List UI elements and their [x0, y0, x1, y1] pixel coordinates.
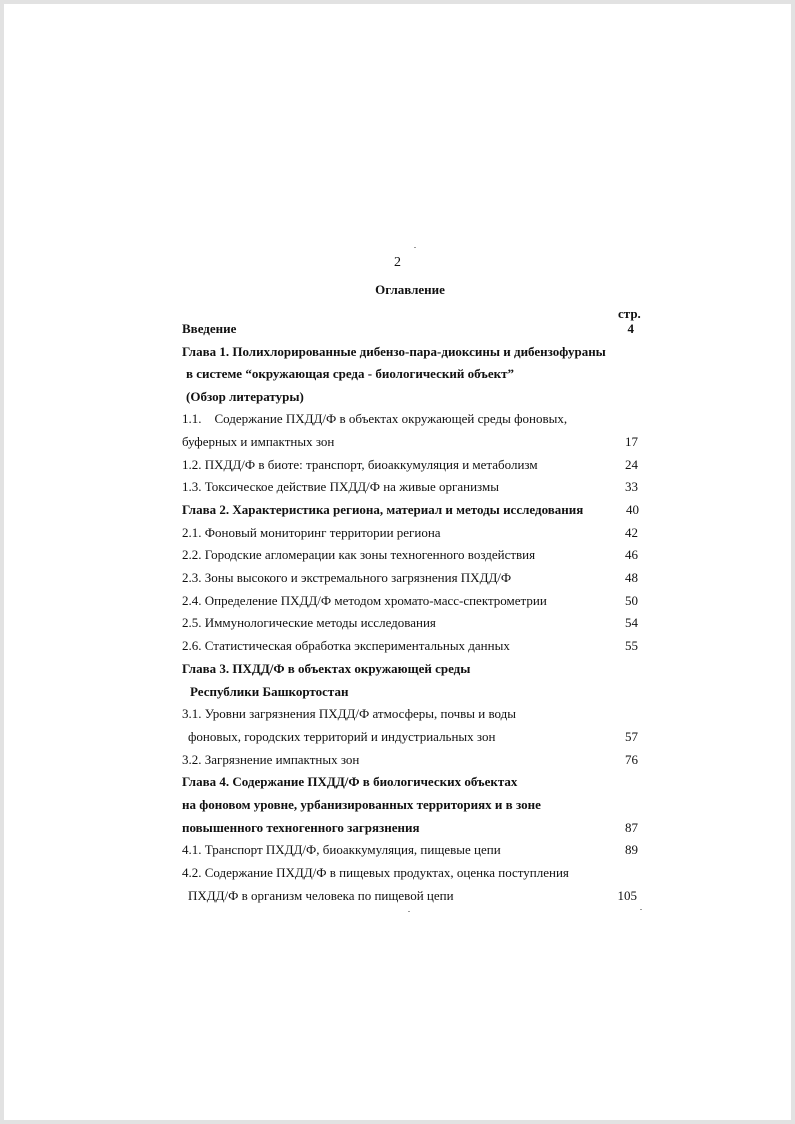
toc-entry-page: 40 — [626, 502, 639, 517]
toc-entry-page: 105 — [617, 888, 637, 903]
toc-entry-page: 17 — [625, 434, 638, 449]
toc-entry — [4, 772, 791, 792]
toc-entry-text: 1.2. ПХДД/Ф в биоте: транспорт, биоаккумуляция и метаболизм — [182, 457, 538, 472]
toc-entry-text: 2.5. Иммунологические методы исследования — [182, 615, 436, 630]
toc-entry-text: фоновых, городских территорий и индустриальных зон — [188, 729, 496, 744]
toc-entry-page: 87 — [625, 820, 638, 835]
scan-speck — [408, 911, 410, 912]
toc-entry-text: 3.1. Уровни загрязнения ПХДД/Ф атмосферы, почвы и воды — [182, 706, 517, 721]
toc-entry — [4, 818, 791, 838]
toc-entry-text: 1.3. Токсическое действие ПХДД/Ф на живые организмы — [182, 479, 499, 494]
toc-entry — [4, 613, 791, 633]
toc-entry — [4, 409, 791, 429]
toc-entry — [4, 863, 791, 883]
toc-entry-page: 4 — [627, 321, 634, 336]
toc-entry-text: 2.6. Статистическая обработка экспериментальных данных — [182, 638, 510, 653]
page-number: 2 — [394, 255, 401, 270]
toc-entry-page: 54 — [625, 615, 638, 630]
toc-entry — [4, 727, 791, 747]
toc-entry-text: 2.4. Определение ПХДД/Ф методом хромато-масс-спектрометрии — [182, 593, 547, 608]
scan-speck — [640, 909, 642, 910]
toc-entry — [4, 477, 791, 497]
toc-entry-text: Глава 2. Характеристика региона, материал и методы исследования — [182, 502, 584, 517]
toc-entry — [4, 319, 791, 339]
toc-entry — [4, 364, 791, 384]
toc-entry — [4, 523, 791, 543]
toc-entry — [4, 455, 791, 475]
toc-entry-page: 24 — [625, 457, 638, 472]
toc-entry — [4, 886, 791, 906]
toc-entry — [4, 500, 791, 520]
toc-entry-text: 4.1. Транспорт ПХДД/Ф, биоаккумуляция, пищевые цепи — [182, 842, 501, 857]
toc-entry — [4, 682, 791, 702]
toc-entry-text: на фоновом уровне, урбанизированных территориях и в зоне — [182, 797, 541, 812]
toc-entry — [4, 795, 791, 815]
toc-entry-text: Введение — [182, 321, 237, 336]
toc-entry-page: 42 — [625, 525, 638, 540]
page-title: Оглавление — [375, 282, 445, 297]
toc-entry-page: 33 — [625, 479, 638, 494]
page-column-label: стр. — [618, 306, 641, 321]
toc-entry-text: в системе “окружающая среда - биологический объект” — [186, 366, 514, 381]
toc-entry — [4, 432, 791, 452]
toc-entry-text: повышенного техногенного загрязнения — [182, 820, 420, 835]
toc-entry-page: 55 — [625, 638, 638, 653]
toc-entry — [4, 545, 791, 565]
toc-entry-page: 50 — [625, 593, 638, 608]
toc-entry — [4, 387, 791, 407]
toc-entry-page: 89 — [625, 842, 638, 857]
toc-entry-page: 76 — [625, 752, 638, 767]
toc-entry-text: Глава 4. Содержание ПХДД/Ф в биологических объектах — [182, 774, 518, 789]
toc-entry-text: 4.2. Содержание ПХДД/Ф в пищевых продуктах, оценка поступления — [182, 865, 569, 880]
toc-entry — [4, 704, 791, 724]
toc-entry-text: Республики Башкортостан — [190, 684, 349, 699]
toc-entry-text: Глава 3. ПХДД/Ф в объектах окружающей среды — [182, 661, 471, 676]
scan-speck — [414, 247, 416, 248]
toc-entry-text: 1.1. Содержание ПХДД/Ф в объектах окружающей среды фоновых, — [182, 411, 568, 426]
toc-entry-page: 46 — [625, 547, 638, 562]
toc-entry — [4, 659, 791, 679]
toc-entry — [4, 568, 791, 588]
toc-entry-text: буферных и импактных зон — [182, 434, 335, 449]
toc-entry — [4, 636, 791, 656]
toc-entry-text: Глава 1. Полихлорированные дибензо-пара-диоксины и дибензофураны — [182, 344, 606, 359]
toc-entry-page: 48 — [625, 570, 638, 585]
toc-entry-page: 57 — [625, 729, 638, 744]
toc-entry-text: 3.2. Загрязнение импактных зон — [182, 752, 360, 767]
toc-entry — [4, 342, 791, 362]
toc-entry-text: (Обзор литературы) — [186, 389, 304, 404]
toc-entry — [4, 840, 791, 860]
toc-entry-text: 2.2. Городские агломерации как зоны техногенного воздействия — [182, 547, 536, 562]
toc-entry-text: ПХДД/Ф в организм человека по пищевой цепи — [188, 888, 454, 903]
toc-entry — [4, 750, 791, 770]
toc-entry — [4, 591, 791, 611]
toc-entry-text: 2.1. Фоновый мониторинг территории региона — [182, 525, 441, 540]
document-page — [4, 4, 791, 1120]
toc-entry-text: 2.3. Зоны высокого и экстремального загрязнения ПХДД/Ф — [182, 570, 512, 585]
